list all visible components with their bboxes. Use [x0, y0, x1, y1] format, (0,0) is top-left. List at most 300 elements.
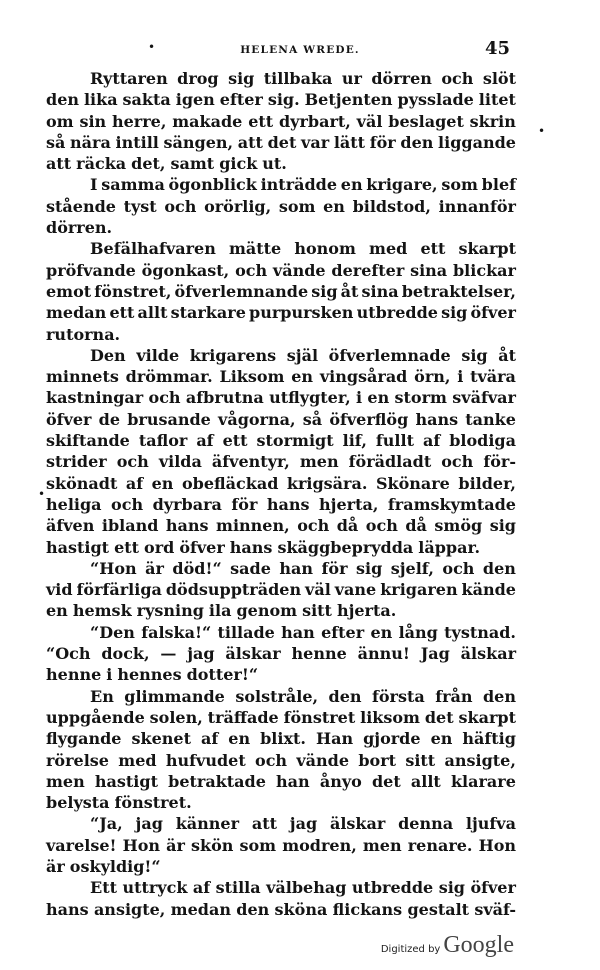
word: glimmande: [124, 686, 225, 706]
word: och: [111, 494, 144, 514]
word: tillade: [217, 622, 275, 642]
word: hastigt: [94, 771, 158, 791]
word: vingsårad: [319, 367, 408, 387]
word: tanke: [465, 409, 516, 429]
word: makade: [172, 111, 243, 131]
word: sköna: [274, 899, 328, 919]
word: drog: [177, 69, 219, 88]
word: afbrutna: [185, 388, 264, 408]
text-line: [46, 473, 516, 494]
text-line: [46, 813, 516, 834]
word: och: [148, 388, 181, 408]
word: öfverlemnande: [174, 281, 309, 301]
word: en: [370, 622, 393, 642]
text-line: [46, 451, 516, 472]
word: för: [369, 132, 396, 152]
word: flygande: [46, 729, 122, 749]
text-line: [46, 686, 516, 707]
word: åt: [498, 345, 516, 365]
text-line: [46, 558, 516, 579]
word: tyst: [123, 196, 157, 216]
word: läppar.: [418, 537, 481, 557]
word: sin: [79, 111, 107, 131]
word: skarpt: [458, 707, 516, 727]
word: “Hon: [90, 558, 137, 578]
word: hjerta.: [336, 601, 397, 621]
word: flickans: [332, 899, 403, 919]
word: ännu!: [357, 644, 410, 664]
word: solstråle,: [235, 686, 319, 706]
word: åt: [340, 281, 359, 301]
word: minnen,: [216, 516, 290, 536]
word: af: [422, 431, 441, 451]
word: hans: [46, 899, 89, 919]
word: bilder,: [458, 473, 516, 493]
word: starkare: [170, 303, 246, 323]
word: smög: [434, 516, 483, 536]
word: dyrbart,: [278, 111, 351, 131]
word: efter: [321, 622, 365, 642]
text-line: [46, 728, 516, 749]
word: samt: [170, 154, 215, 174]
word: det: [267, 132, 297, 152]
word: tvära: [470, 367, 516, 387]
text-line: [46, 366, 516, 387]
word: Befälhafvaren: [90, 239, 216, 259]
word: ånyo: [319, 771, 362, 791]
text-line: [46, 132, 516, 153]
word: stående: [46, 196, 116, 216]
word: själ: [286, 345, 319, 365]
word: af: [192, 878, 211, 898]
word: skenet: [131, 729, 191, 749]
word: liggande: [438, 132, 516, 152]
word: sina: [410, 260, 448, 280]
running-header: [0, 38, 600, 62]
word: nära: [70, 132, 111, 152]
word: vilda: [158, 452, 202, 472]
word: är: [166, 835, 185, 855]
word: obefläckad: [181, 473, 279, 493]
word: blickar: [452, 260, 516, 280]
word: sig: [228, 69, 255, 88]
text-line: [46, 196, 516, 217]
word: medan: [170, 899, 231, 919]
word: “Den: [90, 622, 135, 642]
word: efter: [219, 90, 263, 110]
word: gick: [219, 154, 258, 174]
word: äfven: [46, 516, 95, 536]
word: hjerta,: [319, 494, 379, 514]
word: litet: [478, 90, 516, 110]
word: heliga: [46, 494, 102, 514]
word: fönstret: [283, 707, 356, 727]
word: genom: [236, 601, 298, 621]
word: skarpt: [458, 239, 516, 259]
word: storm: [394, 388, 447, 408]
word: med: [369, 239, 408, 259]
word: utflygter,: [269, 388, 351, 408]
word: innanför: [438, 196, 516, 216]
word: hans: [415, 409, 459, 429]
word: sängen,: [163, 132, 234, 152]
word: sig: [441, 303, 468, 323]
word: var: [301, 132, 330, 152]
word: Betjenten: [304, 90, 393, 110]
text-line: [46, 302, 516, 323]
word: sväfvar: [452, 388, 516, 408]
word: taflor: [138, 431, 188, 451]
text-line: [46, 387, 516, 408]
text-line: [46, 409, 516, 430]
word: dyrbara: [152, 494, 222, 514]
text-line: [46, 324, 516, 345]
word: ord: [144, 537, 175, 557]
word: träffade: [207, 707, 279, 727]
word: falska!“: [141, 622, 212, 642]
text-line: [46, 792, 516, 813]
running-title: HELENA WREDE.: [240, 44, 360, 56]
word: sitt: [405, 750, 436, 770]
margin-mark-right: •: [538, 124, 546, 138]
word: vände: [296, 750, 350, 770]
text-line: [46, 89, 516, 110]
word: i: [106, 665, 113, 685]
word: skäggbeprydda: [277, 537, 414, 557]
word: derefter: [331, 260, 405, 280]
word: lätt: [333, 132, 366, 152]
word: en: [367, 388, 390, 408]
word: sade: [230, 558, 271, 578]
word: att: [251, 814, 277, 834]
word: så: [46, 132, 66, 152]
text-line: [46, 260, 516, 281]
word: ett: [222, 431, 248, 451]
word: Den: [90, 345, 126, 365]
word: purpursken: [249, 303, 354, 323]
word: sakta: [122, 90, 171, 110]
word: som: [239, 835, 277, 855]
word: att: [237, 132, 263, 152]
word: Jag: [420, 644, 450, 664]
text-line: [46, 515, 516, 536]
word: välbehag: [266, 878, 347, 898]
word: varelse!: [46, 835, 117, 855]
word: tystnad.: [444, 622, 516, 642]
text-line: [46, 856, 516, 877]
text-line: [46, 494, 516, 515]
word: en: [291, 367, 314, 387]
word: skönadt: [46, 473, 118, 493]
word: hans: [165, 516, 209, 536]
word: öfver: [470, 878, 516, 898]
word: dotter!“: [186, 665, 259, 685]
word: det: [371, 771, 401, 791]
word: krigarens: [189, 345, 277, 365]
word: och: [255, 750, 288, 770]
text-line: [46, 281, 516, 302]
word: väl: [305, 580, 331, 600]
word: emot: [46, 281, 92, 301]
word: rysning: [136, 601, 204, 621]
word: sig: [489, 516, 516, 536]
word: ögonblick: [168, 175, 257, 195]
word: liksom: [360, 707, 420, 727]
body-text: [46, 68, 516, 920]
word: den: [482, 686, 516, 706]
word: lång: [398, 622, 438, 642]
word: hufvudet: [165, 750, 246, 770]
word: fönstret.: [114, 793, 192, 813]
word: framskymtade: [387, 494, 516, 514]
word: men: [299, 452, 339, 472]
word: vilde: [136, 345, 180, 365]
word: i: [355, 388, 363, 408]
word: för-: [483, 452, 516, 472]
word: om: [46, 111, 74, 131]
word: gjorde: [363, 729, 421, 749]
text-line: [46, 899, 516, 920]
word: ansigte,: [444, 750, 516, 770]
word: från: [435, 686, 473, 706]
word: solen,: [149, 707, 203, 727]
word: orörlig,: [204, 196, 272, 216]
word: den: [328, 686, 362, 706]
word: denna: [398, 814, 454, 834]
word: vid: [46, 580, 73, 600]
word: gestalt: [407, 899, 470, 919]
word: som: [441, 175, 478, 195]
word: älskar: [329, 814, 386, 834]
word: hans: [229, 537, 273, 557]
word: Ett: [90, 878, 117, 898]
word: så: [302, 409, 323, 429]
word: rörelse: [46, 750, 109, 770]
text-line: [46, 217, 516, 238]
text-line: [46, 537, 516, 558]
word: blixt.: [260, 729, 306, 749]
word: vände: [272, 260, 326, 280]
word: och: [365, 516, 398, 536]
word: en: [228, 729, 251, 749]
word: att: [46, 154, 72, 174]
word: sig: [355, 558, 383, 578]
word: för: [321, 558, 348, 578]
word: och: [235, 260, 268, 280]
word: beslaget: [388, 111, 464, 131]
word: med: [118, 750, 157, 770]
word: Han: [315, 729, 354, 749]
word: en: [340, 175, 363, 195]
word: af: [125, 473, 144, 493]
word: jag: [135, 814, 163, 834]
word: belysta: [46, 793, 110, 813]
word: allt: [137, 303, 168, 323]
word: död!“: [172, 558, 222, 578]
word: betraktade: [168, 771, 266, 791]
word: hennes: [117, 665, 182, 685]
word: igen: [175, 90, 215, 110]
word: den: [482, 558, 516, 578]
word: öfverflög: [329, 409, 409, 429]
word: ila: [208, 601, 232, 621]
word: —: [160, 644, 177, 664]
word: är: [46, 856, 65, 876]
word: öfver: [470, 303, 516, 323]
word: förädladt: [348, 452, 432, 472]
word: sig: [438, 878, 465, 898]
word: minnets: [46, 367, 119, 387]
text-line: [46, 579, 516, 600]
word: fullt: [375, 431, 414, 451]
word: räcka: [76, 154, 127, 174]
word: sitt: [302, 601, 332, 621]
word: af: [196, 431, 214, 451]
word: och: [164, 196, 197, 216]
text-line: [46, 68, 516, 89]
word: han: [281, 622, 315, 642]
word: Hon: [122, 835, 161, 855]
word: men: [362, 835, 402, 855]
word: ljufva: [465, 814, 516, 834]
google-logo: Google: [443, 932, 514, 958]
text-line: [46, 771, 516, 792]
word: han: [276, 771, 310, 791]
word: rutorna.: [46, 324, 121, 344]
word: en: [430, 729, 453, 749]
word: betraktelser,: [401, 281, 516, 301]
word: första: [372, 686, 425, 706]
word: en: [323, 196, 345, 216]
word: dock,: [101, 644, 150, 664]
word: hastigt: [46, 537, 110, 557]
word: för: [231, 494, 258, 514]
word: Hon: [478, 835, 516, 855]
word: jag: [187, 644, 215, 664]
word: öfverlemnade: [328, 345, 451, 365]
word: klarare: [450, 771, 516, 791]
word: ett: [109, 303, 135, 323]
text-line: [46, 600, 516, 621]
word: krigaren: [380, 580, 458, 600]
word: jag: [289, 814, 318, 834]
word: af: [201, 729, 219, 749]
word: ur: [341, 69, 362, 88]
word: kastningar: [46, 388, 144, 408]
word: dörren.: [46, 218, 113, 238]
word: krigare,: [366, 175, 438, 195]
word: och: [297, 516, 330, 536]
word: herre,: [111, 111, 167, 131]
word: I: [90, 175, 98, 195]
word: stormigt: [256, 431, 334, 451]
word: lika: [83, 90, 118, 110]
word: “Ja,: [90, 814, 123, 834]
word: ut.: [262, 154, 287, 174]
word: vane: [334, 580, 377, 600]
word: slöt: [482, 69, 516, 88]
word: mätte: [228, 239, 282, 259]
header-mark: •: [148, 40, 156, 54]
word: väl: [356, 111, 383, 131]
word: blef: [481, 175, 516, 195]
text-line: [46, 430, 516, 451]
word: En: [90, 686, 114, 706]
word: hans: [266, 494, 310, 514]
word: dörren: [371, 69, 432, 88]
word: och: [442, 558, 475, 578]
word: skrin: [469, 111, 516, 131]
word: utbredde: [356, 303, 438, 323]
word: stilla: [215, 878, 261, 898]
word: och: [441, 452, 474, 472]
text-line: [46, 877, 516, 898]
word: pröfvande: [46, 260, 136, 280]
text-line: [46, 174, 516, 195]
word: är: [145, 558, 164, 578]
word: i: [457, 367, 464, 387]
text-line: [46, 238, 516, 259]
word: honom: [294, 239, 356, 259]
text-line: [46, 835, 516, 856]
word: skiftande: [46, 431, 130, 451]
text-line: [46, 345, 516, 366]
word: det,: [131, 154, 166, 174]
word: och: [116, 452, 149, 472]
word: oskyldig!“: [69, 856, 161, 876]
word: intill: [115, 132, 159, 152]
word: blodiga: [449, 431, 516, 451]
word: renare.: [407, 835, 473, 855]
word: dödsuppträden: [165, 580, 302, 600]
word: inträdde: [260, 175, 338, 195]
word: hemsk: [72, 601, 132, 621]
word: äfventyr,: [211, 452, 290, 472]
word: då: [336, 516, 359, 536]
word: pysslade: [397, 90, 474, 110]
word: älskar: [225, 644, 281, 664]
word: uttryck: [122, 878, 188, 898]
text-line: [46, 750, 516, 771]
word: Liksom: [219, 367, 285, 387]
word: sig.: [267, 90, 300, 110]
word: sväf-: [474, 899, 516, 919]
word: ansigte,: [93, 899, 166, 919]
word: skön: [191, 835, 234, 855]
word: den: [400, 132, 434, 152]
word: häftig: [462, 729, 516, 749]
digitization-credit: [381, 932, 514, 959]
word: förfärliga: [76, 580, 162, 600]
word: krigsära.: [286, 473, 368, 493]
word: en: [151, 473, 174, 493]
digitized-by-label: Digitized by: [380, 944, 441, 955]
word: ögonkast,: [141, 260, 230, 280]
text-line: [46, 707, 516, 728]
word: ett: [420, 239, 446, 259]
text-line: [46, 153, 516, 174]
word: men: [46, 771, 85, 791]
word: en: [46, 601, 68, 621]
word: den: [236, 899, 270, 919]
word: drömmar.: [125, 367, 213, 387]
text-line: [46, 111, 516, 132]
word: Skönare: [375, 473, 450, 493]
margin-mark-left: •: [38, 487, 46, 501]
text-line: [46, 622, 516, 643]
word: modren,: [282, 835, 357, 855]
word: känner: [175, 814, 240, 834]
